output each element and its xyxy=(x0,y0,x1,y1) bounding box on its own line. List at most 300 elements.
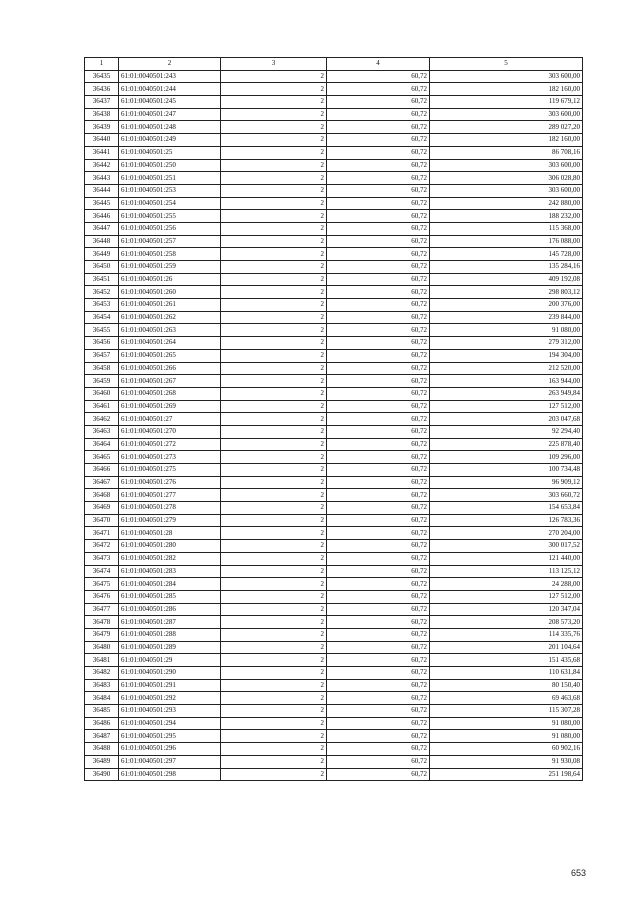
column-header-3: 3 xyxy=(221,58,327,71)
rate-cell: 60,72 xyxy=(327,540,430,553)
count-cell: 2 xyxy=(221,210,327,223)
count-cell: 2 xyxy=(221,197,327,210)
count-cell: 2 xyxy=(221,705,327,718)
table-row xyxy=(85,578,583,591)
cadastral-number-cell: 61:01:0040501:297 xyxy=(119,755,221,768)
count-cell: 2 xyxy=(221,514,327,527)
count-cell: 2 xyxy=(221,159,327,172)
rate-cell: 60,72 xyxy=(327,70,430,83)
row-number-cell: 36435 xyxy=(85,70,119,83)
count-cell: 2 xyxy=(221,184,327,197)
count-cell: 2 xyxy=(221,502,327,515)
value-cell: 109 296,00 xyxy=(430,451,583,464)
rate-cell: 60,72 xyxy=(327,146,430,159)
table-row xyxy=(85,451,583,464)
row-number-cell: 36480 xyxy=(85,641,119,654)
value-cell: 303 600,00 xyxy=(430,108,583,121)
table-row xyxy=(85,438,583,451)
row-number-cell: 36489 xyxy=(85,755,119,768)
table-row xyxy=(85,743,583,756)
table-row xyxy=(85,134,583,147)
value-cell: 263 949,84 xyxy=(430,387,583,400)
row-number-cell: 36459 xyxy=(85,375,119,388)
rate-cell: 60,72 xyxy=(327,730,430,743)
row-number-cell: 36444 xyxy=(85,184,119,197)
rate-cell: 60,72 xyxy=(327,261,430,274)
count-cell: 2 xyxy=(221,730,327,743)
cadastral-number-cell: 61:01:0040501:282 xyxy=(119,552,221,565)
cadastral-number-cell: 61:01:0040501:278 xyxy=(119,502,221,515)
value-cell: 200 376,00 xyxy=(430,299,583,312)
rate-cell: 60,72 xyxy=(327,375,430,388)
rate-cell: 60,72 xyxy=(327,641,430,654)
row-number-cell: 36446 xyxy=(85,210,119,223)
count-cell: 2 xyxy=(221,146,327,159)
row-number-cell: 36450 xyxy=(85,261,119,274)
row-number-cell: 36470 xyxy=(85,514,119,527)
rate-cell: 60,72 xyxy=(327,337,430,350)
count-cell: 2 xyxy=(221,476,327,489)
table-row xyxy=(85,121,583,134)
row-number-cell: 36486 xyxy=(85,717,119,730)
value-cell: 60 902,16 xyxy=(430,743,583,756)
value-cell: 303 600,00 xyxy=(430,184,583,197)
table-row xyxy=(85,96,583,109)
rate-cell: 60,72 xyxy=(327,235,430,248)
column-header-4: 4 xyxy=(327,58,430,71)
cadastral-number-cell: 61:01:0040501:272 xyxy=(119,438,221,451)
table-row xyxy=(85,261,583,274)
count-cell: 2 xyxy=(221,654,327,667)
count-cell: 2 xyxy=(221,540,327,553)
row-number-cell: 36436 xyxy=(85,83,119,96)
value-cell: 303 660,72 xyxy=(430,489,583,502)
table-header-row xyxy=(85,58,583,71)
rate-cell: 60,72 xyxy=(327,451,430,464)
cadastral-number-cell: 61:01:0040501:269 xyxy=(119,400,221,413)
count-cell: 2 xyxy=(221,387,327,400)
row-number-cell: 36482 xyxy=(85,667,119,680)
value-cell: 119 679,12 xyxy=(430,96,583,109)
table-row xyxy=(85,83,583,96)
row-number-cell: 36465 xyxy=(85,451,119,464)
cadastral-number-cell: 61:01:0040501:245 xyxy=(119,96,221,109)
count-cell: 2 xyxy=(221,755,327,768)
row-number-cell: 36453 xyxy=(85,299,119,312)
value-cell: 100 734,48 xyxy=(430,464,583,477)
value-cell: 135 284,16 xyxy=(430,261,583,274)
table-row xyxy=(85,311,583,324)
table-row xyxy=(85,464,583,477)
table-row xyxy=(85,679,583,692)
rate-cell: 60,72 xyxy=(327,489,430,502)
cadastral-number-cell: 61:01:0040501:259 xyxy=(119,261,221,274)
count-cell: 2 xyxy=(221,121,327,134)
rate-cell: 60,72 xyxy=(327,349,430,362)
row-number-cell: 36483 xyxy=(85,679,119,692)
cadastral-number-cell: 61:01:0040501:294 xyxy=(119,717,221,730)
row-number-cell: 36484 xyxy=(85,692,119,705)
rate-cell: 60,72 xyxy=(327,159,430,172)
rate-cell: 60,72 xyxy=(327,83,430,96)
cadastral-number-cell: 61:01:0040501:286 xyxy=(119,603,221,616)
count-cell: 2 xyxy=(221,70,327,83)
count-cell: 2 xyxy=(221,565,327,578)
table-row xyxy=(85,108,583,121)
table-row xyxy=(85,349,583,362)
cadastral-number-cell: 61:01:0040501:264 xyxy=(119,337,221,350)
rate-cell: 60,72 xyxy=(327,527,430,540)
rate-cell: 60,72 xyxy=(327,197,430,210)
count-cell: 2 xyxy=(221,552,327,565)
value-cell: 91 930,08 xyxy=(430,755,583,768)
count-cell: 2 xyxy=(221,667,327,680)
table-row xyxy=(85,400,583,413)
count-cell: 2 xyxy=(221,641,327,654)
rate-cell: 60,72 xyxy=(327,717,430,730)
cadastral-number-cell: 61:01:0040501:265 xyxy=(119,349,221,362)
rate-cell: 60,72 xyxy=(327,96,430,109)
value-cell: 126 783,36 xyxy=(430,514,583,527)
cadastral-number-cell: 61:01:0040501:262 xyxy=(119,311,221,324)
table-row xyxy=(85,590,583,603)
value-cell: 303 600,00 xyxy=(430,70,583,83)
row-number-cell: 36477 xyxy=(85,603,119,616)
row-number-cell: 36455 xyxy=(85,324,119,337)
count-cell: 2 xyxy=(221,743,327,756)
rate-cell: 60,72 xyxy=(327,248,430,261)
table-row xyxy=(85,755,583,768)
value-cell: 300 017,52 xyxy=(430,540,583,553)
row-number-cell: 36445 xyxy=(85,197,119,210)
row-number-cell: 36458 xyxy=(85,362,119,375)
table-row xyxy=(85,654,583,667)
rate-cell: 60,72 xyxy=(327,578,430,591)
count-cell: 2 xyxy=(221,578,327,591)
rate-cell: 60,72 xyxy=(327,743,430,756)
cadastral-number-cell: 61:01:0040501:255 xyxy=(119,210,221,223)
value-cell: 182 160,00 xyxy=(430,134,583,147)
value-cell: 92 294,40 xyxy=(430,425,583,438)
count-cell: 2 xyxy=(221,603,327,616)
row-number-cell: 36451 xyxy=(85,273,119,286)
cadastral-number-cell: 61:01:0040501:243 xyxy=(119,70,221,83)
rate-cell: 60,72 xyxy=(327,184,430,197)
rate-cell: 60,72 xyxy=(327,590,430,603)
table-row xyxy=(85,299,583,312)
value-cell: 120 347,04 xyxy=(430,603,583,616)
table-row xyxy=(85,337,583,350)
table-row xyxy=(85,616,583,629)
value-cell: 242 880,00 xyxy=(430,197,583,210)
rate-cell: 60,72 xyxy=(327,476,430,489)
row-number-cell: 36464 xyxy=(85,438,119,451)
cadastral-number-cell: 61:01:0040501:291 xyxy=(119,679,221,692)
cadastral-number-cell: 61:01:0040501:268 xyxy=(119,387,221,400)
rate-cell: 60,72 xyxy=(327,108,430,121)
cadastral-number-cell: 61:01:0040501:283 xyxy=(119,565,221,578)
count-cell: 2 xyxy=(221,590,327,603)
count-cell: 2 xyxy=(221,222,327,235)
table-row xyxy=(85,222,583,235)
row-number-cell: 36478 xyxy=(85,616,119,629)
count-cell: 2 xyxy=(221,489,327,502)
table-row xyxy=(85,730,583,743)
table-row xyxy=(85,159,583,172)
rate-cell: 60,72 xyxy=(327,552,430,565)
cadastral-number-cell: 61:01:0040501:257 xyxy=(119,235,221,248)
cadastral-number-cell: 61:01:0040501:289 xyxy=(119,641,221,654)
table-row xyxy=(85,425,583,438)
rate-cell: 60,72 xyxy=(327,413,430,426)
cadastral-number-cell: 61:01:0040501:27 xyxy=(119,413,221,426)
count-cell: 2 xyxy=(221,438,327,451)
table-row xyxy=(85,489,583,502)
count-cell: 2 xyxy=(221,425,327,438)
rate-cell: 60,72 xyxy=(327,464,430,477)
rate-cell: 60,72 xyxy=(327,210,430,223)
rate-cell: 60,72 xyxy=(327,324,430,337)
column-header-2: 2 xyxy=(119,58,221,71)
rate-cell: 60,72 xyxy=(327,299,430,312)
value-cell: 91 080,00 xyxy=(430,730,583,743)
table-row xyxy=(85,286,583,299)
rate-cell: 60,72 xyxy=(327,705,430,718)
rate-cell: 60,72 xyxy=(327,768,430,781)
value-cell: 188 232,00 xyxy=(430,210,583,223)
count-cell: 2 xyxy=(221,349,327,362)
value-cell: 303 600,00 xyxy=(430,159,583,172)
cadastral-number-cell: 61:01:0040501:288 xyxy=(119,628,221,641)
rate-cell: 60,72 xyxy=(327,311,430,324)
table-row xyxy=(85,476,583,489)
value-cell: 239 844,00 xyxy=(430,311,583,324)
value-cell: 80 150,40 xyxy=(430,679,583,692)
cadastral-number-cell: 61:01:0040501:285 xyxy=(119,590,221,603)
rate-cell: 60,72 xyxy=(327,616,430,629)
table-row xyxy=(85,235,583,248)
cadastral-number-cell: 61:01:0040501:270 xyxy=(119,425,221,438)
rate-cell: 60,72 xyxy=(327,222,430,235)
count-cell: 2 xyxy=(221,324,327,337)
cadastral-number-cell: 61:01:0040501:253 xyxy=(119,184,221,197)
cadastral-number-cell: 61:01:0040501:254 xyxy=(119,197,221,210)
count-cell: 2 xyxy=(221,717,327,730)
cadastral-number-cell: 61:01:0040501:295 xyxy=(119,730,221,743)
row-number-cell: 36481 xyxy=(85,654,119,667)
row-number-cell: 36439 xyxy=(85,121,119,134)
count-cell: 2 xyxy=(221,464,327,477)
rate-cell: 60,72 xyxy=(327,121,430,134)
table-row xyxy=(85,324,583,337)
value-cell: 113 125,12 xyxy=(430,565,583,578)
table-row xyxy=(85,552,583,565)
cadastral-number-cell: 61:01:0040501:256 xyxy=(119,222,221,235)
value-cell: 279 312,00 xyxy=(430,337,583,350)
cadastral-number-cell: 61:01:0040501:267 xyxy=(119,375,221,388)
cadastral-number-cell: 61:01:0040501:244 xyxy=(119,83,221,96)
table-row xyxy=(85,248,583,261)
count-cell: 2 xyxy=(221,375,327,388)
value-cell: 114 335,76 xyxy=(430,628,583,641)
row-number-cell: 36479 xyxy=(85,628,119,641)
table-row xyxy=(85,641,583,654)
value-cell: 115 368,00 xyxy=(430,222,583,235)
count-cell: 2 xyxy=(221,311,327,324)
row-number-cell: 36476 xyxy=(85,590,119,603)
count-cell: 2 xyxy=(221,299,327,312)
value-cell: 163 944,00 xyxy=(430,375,583,388)
row-number-cell: 36449 xyxy=(85,248,119,261)
cadastral-number-cell: 61:01:0040501:296 xyxy=(119,743,221,756)
row-number-cell: 36485 xyxy=(85,705,119,718)
row-number-cell: 36467 xyxy=(85,476,119,489)
cadastral-number-cell: 61:01:0040501:248 xyxy=(119,121,221,134)
table-row xyxy=(85,413,583,426)
count-cell: 2 xyxy=(221,83,327,96)
table-row xyxy=(85,172,583,185)
table-row xyxy=(85,70,583,83)
row-number-cell: 36473 xyxy=(85,552,119,565)
row-number-cell: 36454 xyxy=(85,311,119,324)
count-cell: 2 xyxy=(221,400,327,413)
count-cell: 2 xyxy=(221,679,327,692)
cadastral-number-cell: 61:01:0040501:249 xyxy=(119,134,221,147)
table-row xyxy=(85,667,583,680)
value-cell: 182 160,00 xyxy=(430,83,583,96)
value-cell: 91 080,00 xyxy=(430,324,583,337)
row-number-cell: 36442 xyxy=(85,159,119,172)
row-number-cell: 36475 xyxy=(85,578,119,591)
value-cell: 306 028,80 xyxy=(430,172,583,185)
value-cell: 201 104,64 xyxy=(430,641,583,654)
value-cell: 176 088,00 xyxy=(430,235,583,248)
table-row xyxy=(85,628,583,641)
value-cell: 96 909,12 xyxy=(430,476,583,489)
cadastral-number-cell: 61:01:0040501:277 xyxy=(119,489,221,502)
rate-cell: 60,72 xyxy=(327,438,430,451)
rate-cell: 60,72 xyxy=(327,654,430,667)
value-cell: 145 728,00 xyxy=(430,248,583,261)
cadastral-number-cell: 61:01:0040501:26 xyxy=(119,273,221,286)
count-cell: 2 xyxy=(221,337,327,350)
table-row xyxy=(85,375,583,388)
table-row xyxy=(85,768,583,781)
value-cell: 409 192,08 xyxy=(430,273,583,286)
value-cell: 24 288,00 xyxy=(430,578,583,591)
rate-cell: 60,72 xyxy=(327,679,430,692)
cadastral-number-cell: 61:01:0040501:247 xyxy=(119,108,221,121)
rate-cell: 60,72 xyxy=(327,400,430,413)
value-cell: 270 204,00 xyxy=(430,527,583,540)
cadastral-number-cell: 61:01:0040501:251 xyxy=(119,172,221,185)
count-cell: 2 xyxy=(221,235,327,248)
value-cell: 208 573,20 xyxy=(430,616,583,629)
value-cell: 289 027,20 xyxy=(430,121,583,134)
count-cell: 2 xyxy=(221,108,327,121)
table-row xyxy=(85,514,583,527)
cadastral-number-cell: 61:01:0040501:28 xyxy=(119,527,221,540)
value-cell: 151 435,68 xyxy=(430,654,583,667)
row-number-cell: 36437 xyxy=(85,96,119,109)
row-number-cell: 36461 xyxy=(85,400,119,413)
row-number-cell: 36469 xyxy=(85,502,119,515)
cadastral-number-cell: 61:01:0040501:275 xyxy=(119,464,221,477)
count-cell: 2 xyxy=(221,527,327,540)
rate-cell: 60,72 xyxy=(327,514,430,527)
count-cell: 2 xyxy=(221,172,327,185)
cadastral-number-cell: 61:01:0040501:279 xyxy=(119,514,221,527)
cadastral-number-cell: 61:01:0040501:290 xyxy=(119,667,221,680)
cadastral-number-cell: 61:01:0040501:284 xyxy=(119,578,221,591)
row-number-cell: 36457 xyxy=(85,349,119,362)
value-cell: 225 878,40 xyxy=(430,438,583,451)
table-body xyxy=(85,70,583,781)
table-row xyxy=(85,184,583,197)
count-cell: 2 xyxy=(221,628,327,641)
row-number-cell: 36462 xyxy=(85,413,119,426)
cadastral-number-cell: 61:01:0040501:263 xyxy=(119,324,221,337)
row-number-cell: 36472 xyxy=(85,540,119,553)
row-number-cell: 36490 xyxy=(85,768,119,781)
row-number-cell: 36460 xyxy=(85,387,119,400)
cadastral-number-cell: 61:01:0040501:273 xyxy=(119,451,221,464)
rate-cell: 60,72 xyxy=(327,286,430,299)
table-row xyxy=(85,146,583,159)
value-cell: 194 304,00 xyxy=(430,349,583,362)
rate-cell: 60,72 xyxy=(327,755,430,768)
cadastral-number-cell: 61:01:0040501:298 xyxy=(119,768,221,781)
cadastral-number-cell: 61:01:0040501:292 xyxy=(119,692,221,705)
rate-cell: 60,72 xyxy=(327,134,430,147)
row-number-cell: 36438 xyxy=(85,108,119,121)
row-number-cell: 36443 xyxy=(85,172,119,185)
row-number-cell: 36468 xyxy=(85,489,119,502)
value-cell: 203 047,68 xyxy=(430,413,583,426)
value-cell: 251 198,64 xyxy=(430,768,583,781)
table-row xyxy=(85,717,583,730)
value-cell: 127 512,00 xyxy=(430,590,583,603)
cadastral-number-cell: 61:01:0040501:261 xyxy=(119,299,221,312)
row-number-cell: 36441 xyxy=(85,146,119,159)
row-number-cell: 36487 xyxy=(85,730,119,743)
value-cell: 154 653,84 xyxy=(430,502,583,515)
cadastral-number-cell: 61:01:0040501:250 xyxy=(119,159,221,172)
row-number-cell: 36456 xyxy=(85,337,119,350)
page-number: 653 xyxy=(570,868,586,878)
row-number-cell: 36466 xyxy=(85,464,119,477)
row-number-cell: 36463 xyxy=(85,425,119,438)
value-cell: 298 803,12 xyxy=(430,286,583,299)
row-number-cell: 36448 xyxy=(85,235,119,248)
table-row xyxy=(85,705,583,718)
count-cell: 2 xyxy=(221,261,327,274)
cadastral-number-cell: 61:01:0040501:280 xyxy=(119,540,221,553)
table-row xyxy=(85,362,583,375)
rate-cell: 60,72 xyxy=(327,425,430,438)
value-cell: 115 307,28 xyxy=(430,705,583,718)
table-row xyxy=(85,387,583,400)
row-number-cell: 36440 xyxy=(85,134,119,147)
value-cell: 86 708,16 xyxy=(430,146,583,159)
column-header-1: 1 xyxy=(85,58,119,71)
count-cell: 2 xyxy=(221,96,327,109)
table-row xyxy=(85,603,583,616)
count-cell: 2 xyxy=(221,273,327,286)
column-header-5: 5 xyxy=(430,58,583,71)
table-row xyxy=(85,540,583,553)
value-cell: 121 440,00 xyxy=(430,552,583,565)
